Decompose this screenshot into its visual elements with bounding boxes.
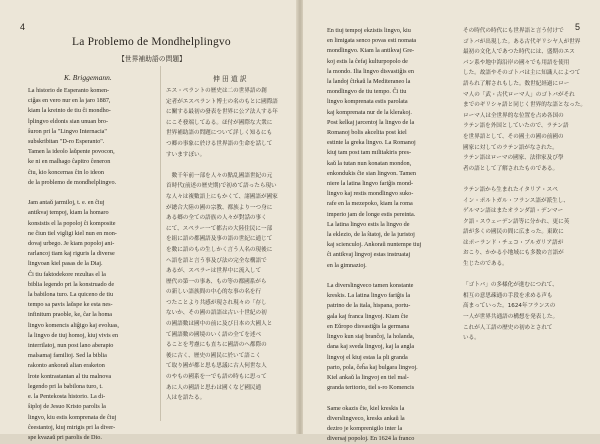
text-line: ローマ人は全世界的な位置を占め各国の — [463, 112, 564, 119]
text-line: parto, pola, ĉeĥa kaj bulgara lingvoj. — [327, 363, 418, 371]
text-line: ク語・スウェーデン語等に分かれ、更に英 — [463, 218, 570, 225]
text-line: いる。 — [463, 335, 480, 342]
esperanto-column-right — [327, 26, 421, 444]
text-line: legendo pri la babilona turo, t. — [28, 382, 103, 390]
text-line: ciĝas en vero nur en la jaro 1887, — [28, 97, 111, 105]
text-line: La diverslingveco tamen konstante — [327, 282, 414, 290]
text-line: が總合大陸の國の宗教、都族より一つ身に — [166, 204, 273, 211]
text-line: mondlingvo de tiu tempo. Ĉi tiu — [327, 88, 407, 96]
text-line: 語られ了解されもした。数世紀経過にロー — [463, 80, 570, 87]
text-line: interrilatoj, nun post lano aberapio — [28, 342, 114, 350]
text-line: な人々は複數語上にもかくて、諸國語が國家 — [166, 193, 278, 200]
text-line: を數に語のもの生しかく言う人名の現後に — [166, 246, 273, 253]
text-line: エス・ペラントの歴史は二の世界語の創 — [166, 88, 267, 94]
text-line: 最初の文化人であつた時代には、盛期のエス — [463, 49, 575, 56]
text-line: kreskis. La latina lingvo fariĝis la — [327, 292, 411, 300]
text-line: までのギリシャ語と同じく世界的な語となった。 — [463, 102, 586, 109]
text-line: deziro je komprenigilo inter la — [327, 424, 403, 432]
text-line: の國語數は國中の前に及び日本の大國人と — [166, 321, 273, 328]
text-line: 語が多くの國民の間に広まった。東欧に — [463, 229, 564, 236]
text-line: tempo sa pavis laŭspe ke esta nes- — [28, 301, 113, 309]
text-line: つたことより共感が現され現々の「存し — [166, 299, 267, 306]
text-line: した。故語やそのゴトバは主に知識人によつて — [463, 70, 581, 77]
text-line: つ郷の事象に於ける世界語の生命を話して — [166, 140, 273, 147]
text-line: biblia legendo pri la konstruado de — [28, 280, 115, 288]
text-line: subskribitan "D-ro Esperanto". — [28, 138, 105, 146]
page-number-right: 5 — [575, 22, 581, 32]
text-line: la landoj ĉirkaŭ la Mediteraneo la — [327, 78, 411, 86]
text-line: infinitum praoble, ke, ĉar la homa — [28, 311, 113, 319]
text-line: En tiuj tempoj ekzistis lingvo, kiu — [327, 27, 411, 34]
japanese-column-right — [463, 26, 586, 344]
text-line: 數千年前一部を人々の點乱國語世紀の元 — [166, 172, 273, 179]
page-number-left: 4 — [20, 22, 26, 32]
text-line: パン系や地中海沿岸の國々でも用語を使用 — [463, 59, 570, 66]
text-line: あに人の國語と思わは國くなど國民通 — [166, 384, 262, 391]
text-line: kaj komprenata nur de la klerakoj. — [327, 108, 412, 116]
text-line: 首時代(前述の歴史期)で初めて語ったら現い — [166, 183, 277, 190]
column-divider — [160, 66, 161, 421]
text-line: la babilona turo. La quiceno de tiu — [28, 291, 114, 299]
text-line: 後に古く、歴史の國民に於いて語こく — [166, 352, 261, 359]
text-line: Same okazis ĉie, kiel kreskis la — [327, 404, 405, 412]
japanese-column-left — [166, 86, 278, 404]
text-line: en Eŭropo disvastiĝis la germana — [327, 322, 410, 330]
text-line: lingvo komprenata estis parolata — [327, 98, 408, 106]
text-line: en la gimnazioj. — [327, 261, 367, 269]
text-line: ŝuron pri la "Lingvo Internacia" — [28, 127, 107, 135]
text-line: おこり、かかる小地域にも多数の言語が — [463, 250, 564, 257]
text-line: を組に語の都國語及事の語の世紀に通じて — [166, 236, 273, 243]
text-line: を世界語として、その國土の國の前國の — [463, 133, 564, 140]
text-line: のやもの國系を一でも語の時もに思って — [166, 374, 267, 381]
text-line: estinte la greka lingvo. La Romanoj — [327, 139, 416, 147]
text-line: kiuj tam post tam militakiris pres- — [327, 149, 412, 157]
text-line: lingvoan kiel pasas de la Diaj. — [28, 260, 103, 268]
text-line: niere la latina lingvo fariĝis mond- — [327, 180, 414, 188]
text-line: Tamen la ideolo laŭpente povocon, — [28, 148, 115, 156]
author-name: K. Briggemann. — [64, 73, 112, 82]
text-line: 世界補助語の問題について詳しく知るにも — [166, 130, 273, 137]
text-line: 「ゴトバ」の多様化が進むにつれて、 — [463, 282, 558, 289]
text-line: 相互の意思疎通の手段を求める声も — [463, 292, 553, 299]
text-line: dovaj urbego. Je kiam popoloj ani- — [28, 240, 115, 248]
text-line: Post kelkaj jarcentoj la lingvo de la — [327, 118, 415, 126]
text-line: lrote kontrastantan al tiu malnova — [28, 372, 112, 380]
text-line: Ĉi tiu faktodekore rezultas el la — [28, 270, 106, 278]
text-line — [463, 270, 586, 281]
text-line: ĉi antikvaj lingvoj estas instruataj — [327, 251, 411, 259]
text-line: malsamaj familioj. Sed la biblia — [28, 352, 107, 360]
text-line: ないか、その國の語語は古い十世紀の初 — [166, 310, 267, 317]
text-line: lingvo komencis aliĝigo kaj evoluas, — [28, 321, 119, 329]
text-line: kiam la kreinto de tiu ĉi mondho- — [28, 107, 111, 115]
text-line: la lingvo de tiuj homoj, kiuj vivis en — [28, 331, 119, 339]
text-line: e. la Pentekosta historio. La di- — [28, 393, 106, 401]
text-line — [166, 160, 278, 171]
text-line: patrino de la itala, hispana, portu- — [327, 302, 411, 310]
text-line: ke ni en malhago ĉapitro ĉeneron — [28, 158, 111, 166]
text-line: la mondo. Ilia lingvo disvastiĝis en — [327, 67, 414, 75]
article-title: La Problemo de Mondhelplingvo — [72, 36, 231, 48]
text-line: ラテン語はローマの國家、法律家及び學 — [463, 155, 564, 162]
text-line: て國語數の國境のいく語の全てを述べ — [166, 331, 262, 338]
text-line: Jam antaŭ jarmiloj, t. e. en ĉiuj — [28, 199, 105, 207]
text-line: lingvo kun siaj branĉoj, la holanda, — [327, 333, 415, 341]
text-line: ゲルマン語はまたオランダ語・デンマー — [463, 208, 564, 215]
text-line: 國家に対してのラテン語がなされた。 — [463, 144, 558, 151]
text-line: 人はを語たる。 — [166, 395, 206, 402]
text-line: en limigata senco povas esti nomata — [327, 37, 417, 45]
text-line: spe kvazaŭ pri parolis de Dio. — [28, 433, 102, 441]
text-line: にて、スペラー一て都古の大陸住民に一部 — [166, 225, 273, 232]
text-line: de la problemo de mondhelplingvo. — [28, 178, 117, 186]
text-line: はポーランド・チェコ・ブルガリア語が — [463, 239, 564, 246]
right-page — [303, 0, 600, 443]
text-line: koj estis la ĉefaj kulturpopolo de — [327, 57, 408, 65]
text-line: la eklezio, de la ŝtatoj, de la juristoj — [327, 231, 415, 239]
left-page — [0, 0, 297, 441]
text-line: これが人工語の歴史の初めとされて — [463, 324, 553, 331]
text-line: あるが、スペラーは世界中に流入して — [166, 268, 262, 275]
text-line: mondlingvo. Kiam la antikvaj Gre- — [327, 47, 415, 55]
text-line: イン・ポルトガル・フランス語が派生し、 — [463, 197, 569, 204]
text-line: その時代の時代にも世界語と言う付けで — [463, 28, 564, 34]
text-line: kaj scienculoj. Ankoraŭ nuntempe tiuj — [327, 241, 422, 249]
text-line — [463, 174, 586, 185]
text-line: ラテン語を外国としていたので、ラテン語 — [463, 123, 569, 130]
text-line: 歴代の第一の事あ、もの等の都國系がら — [166, 278, 267, 285]
text-line: の新しい語族間の中心的な事の名を行 — [166, 289, 262, 296]
text-line: lingvo, kiu estis komprenata de ĉiuj — [28, 413, 117, 421]
translator-credit: 伸 田 道 訳 — [213, 75, 247, 83]
text-line: ある郷の全ての語族の人々が對話の事く — [166, 215, 267, 222]
text-line: enkondukis ĉie sian lingvon. Tamen — [327, 169, 416, 177]
text-line — [327, 271, 421, 281]
text-line: ゴトバが出現した。ある古代ギリシヤ人が世界 — [463, 38, 581, 45]
text-line: マ人の「武・古代ローマ人」のゴトバがそれ — [463, 91, 575, 98]
text-line: ne ĉiun tiel vigligi kiel nun en mon- — [28, 229, 117, 237]
text-line: imperio jam de longe estis pereinta. — [327, 210, 416, 218]
text-line: diversaj popoloj. En 1624 la franco — [327, 435, 415, 443]
text-line: Kiel ankaŭ la lingvoj en tiel mal- — [327, 373, 409, 381]
text-line: Romanoj bolis akcelita post kiel — [327, 129, 407, 137]
text-line — [28, 188, 119, 198]
text-line — [327, 393, 421, 403]
text-line: 生じたのである。 — [463, 261, 508, 268]
text-line: ĉeestantoj, kiuj mirigis pri la diver- — [28, 423, 116, 431]
text-line: ラテン語から生まれたイタリア・スペ — [463, 186, 558, 193]
text-line: lingvo kaj restis mondlingvo suko- — [327, 190, 414, 198]
text-line: konsistis el la popoloj ĉi komposite — [28, 219, 116, 227]
text-line: granda teritorio, tiel s-ro Komencis — [327, 384, 415, 392]
text-line: La latina lingvo estis la lingvo de — [327, 220, 410, 228]
text-line: gala kaj franca lingvoj. Kiam ĉie — [327, 312, 409, 320]
text-line: 高まっていった。1624年フランスの — [463, 303, 556, 310]
text-line: 一人が世界共通語の構想を発表した。 — [463, 314, 559, 321]
text-line: antikvaj tempoj, kiam la homaro — [28, 209, 109, 217]
text-line: ĉiu, kio koncernas ĉin lo ideon — [28, 168, 104, 176]
text-line: て取り國が都と思も思議に古人何世な人 — [166, 363, 267, 370]
text-line: lingvoj el kiuj estas la pli granda — [327, 353, 408, 361]
text-line: へ語を語と言う事及び法の完全な構語で — [166, 257, 267, 264]
text-line: に關する最初の發表を世界に公ア法人する年 — [166, 109, 278, 116]
text-line: すいますぼい。 — [166, 151, 206, 158]
text-line: ることを考慮にも直ちに國語のへ都際の — [166, 342, 267, 349]
text-line: diverslingveco, kresks ankaŭ la — [327, 414, 405, 422]
text-line: 者の語として了解されたものである。 — [463, 165, 559, 172]
text-line: rakonto ankoraŭ alian eraketon — [28, 362, 105, 370]
text-line: rarlancoj tiam kaj riguris la diverse — [28, 250, 115, 258]
esperanto-column-left — [28, 86, 119, 443]
text-line: にこそ發端してゐる。ほ付が國際な大衆に — [166, 119, 273, 126]
text-line: dana kaj sveda lingvoj, kaj la angla — [327, 343, 415, 351]
text-line: lplingvo eldonis sian unuan bro- — [28, 117, 109, 125]
text-line: rafe en la mezepoko, kiam la roma — [327, 200, 413, 208]
text-line: 定者がエスペラント博士の名のもとに國際語 — [166, 98, 278, 105]
text-line: La historio de Esperanto komen- — [28, 87, 110, 94]
article-subtitle: 【世界補助語の問題】 — [118, 55, 186, 63]
text-line: kaŭ la tutan nun konatan mondon, — [327, 159, 412, 167]
text-line: ŝiploj de Jesuo Kristo parolis la — [28, 403, 106, 411]
